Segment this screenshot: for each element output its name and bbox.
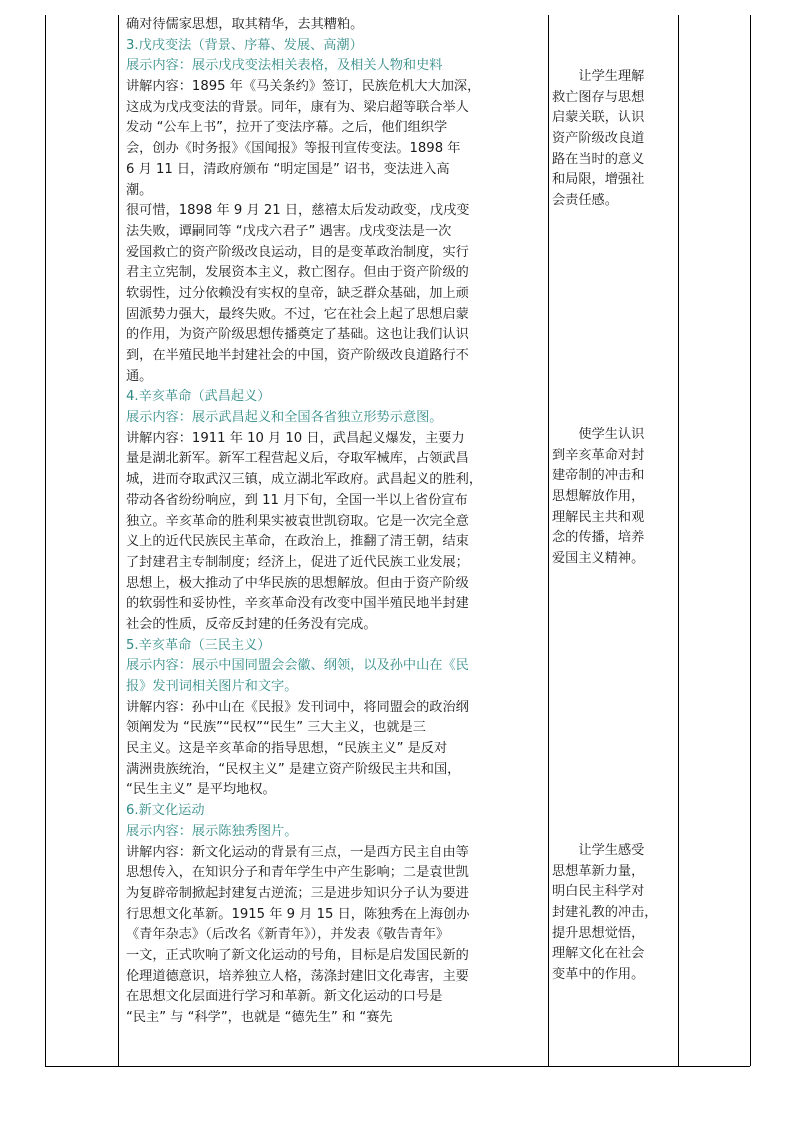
design-intent-1911-revolution	[552, 425, 672, 570]
body-text-line: 的作用，为资产阶级思想传播奠定了基础。这也让我们认识	[126, 327, 469, 343]
body-text-line: 民主义。这是辛亥革命的指导思想，“民族主义” 是反对	[126, 741, 448, 757]
body-text-line: 社会的性质，反帝反封建的任务没有完成。	[126, 616, 377, 632]
design-intent-new-culture	[552, 841, 672, 986]
design-intent-line: 理解文化在社会	[552, 946, 645, 962]
body-text-line: 的软弱性和妥协性，辛亥革命没有改变中国半殖民地半封建	[126, 596, 469, 612]
body-text-line: 固派势力强大，最终失败。不过，它在社会上起了思想启蒙	[126, 306, 469, 322]
section-heading-line: 6.新文化运动	[126, 803, 205, 819]
body-text-line: 通。	[126, 368, 153, 384]
body-text-line: 独立。辛亥革命的胜利果实被袁世凯窃取。它是一次完全意	[126, 513, 469, 529]
body-text-line: 爱国救亡的资产阶级改良运动，目的是变革政治制度，实行	[126, 244, 469, 260]
body-text-line: 潮。	[126, 182, 153, 198]
body-text-line: “民生主义” 是平均地权。	[126, 782, 276, 798]
design-intent-line: 路在当时的意义	[552, 151, 645, 167]
body-text-line: “民主” 与 “科学”，也就是 “德先生” 和 “赛先	[126, 1010, 393, 1025]
body-text-line: 义上的近代民族民主革命，在政治上，推翻了清王朝，结束	[126, 534, 469, 550]
body-text-line: 这成为戊戌变法的背景。同年，康有为、梁启超等联合举人	[126, 99, 469, 115]
body-text-line: 讲解内容：新文化运动的背景有三点，一是西方民主自由等	[126, 844, 469, 860]
body-text-line: 君主立宪制，发展资本主义，救亡图存。但由于资产阶级的	[126, 265, 469, 281]
body-text-line: 讲解内容：1911 年 10 月 10 日，武昌起义爆发，主要力	[126, 430, 465, 446]
section-heading-line: 报》发刊词相关图片和文字。	[126, 679, 298, 694]
body-text-line: 在思想文化层面进行学习和革新。新文化运动的口号是	[126, 989, 443, 1005]
body-text-line: 带动各省纷纷响应，到 11 月下旬，全国一半以上省份宣布	[126, 492, 468, 508]
body-text-line: 一文，正式吹响了新文化运动的号角，目标是启发国民新的	[126, 947, 469, 963]
design-intent-line: 和局限，增强社	[552, 172, 645, 188]
design-intent-restoration-reform	[552, 67, 672, 212]
section-heading-line: 5.辛亥革命（三民主义）	[126, 637, 271, 653]
body-text-line: 软弱性，过分依赖没有实权的皇帝，缺乏群众基础，加上顽	[126, 285, 469, 301]
body-text-line: 会，创办《时务报》《国闻报》等报刊宣传变法。1898 年	[126, 141, 461, 157]
body-text-line: 了封建君主专制制度；经济上，促进了近代民族工业发展；	[126, 554, 469, 570]
body-text-line: 伦理道德意识，培养独立人格，荡涤封建旧文化毒害，主要	[126, 968, 469, 984]
body-text-line: 《青年杂志》（后改名《新青年》），并发表《敬告青年》	[126, 927, 450, 943]
body-text-line: 确对待儒家思想，取其精华，去其糟粕。	[126, 17, 364, 32]
body-text-line: 讲解内容：孙中山在《民报》发刊词中，将同盟会的政治纲	[126, 699, 469, 715]
design-intent-line: 资产阶级改良道	[552, 131, 645, 147]
body-text-line: 行思想文化革新。1915 年 9 月 15 日，陈独秀在上海创办	[126, 906, 470, 922]
body-text-line: 思想上，极大推动了中华民族的思想解放。但由于资产阶级	[126, 575, 469, 591]
section-heading-line: 展示内容：展示中国同盟会会徽、纲领，以及孙中山在《民	[126, 658, 469, 674]
body-text-line: 领阐发为 “民族”“民权”“民生” 三大主义，也就是三	[126, 720, 426, 736]
section-heading-line: 3.戊戌变法（背景、序幕、发展、高潮）	[126, 37, 363, 53]
section-heading-line: 展示内容：展示陈独秀图片。	[126, 823, 298, 839]
body-text-line: 到，在半殖民地半封建社会的中国，资产阶级改良道路行不	[126, 348, 469, 363]
section-heading-line: 展示内容：展示戊戌变法相关表格，及相关人物和史料	[126, 58, 443, 74]
design-intent-line: 变革中的作用。	[552, 967, 645, 983]
design-intent-line: 让学生理解	[578, 69, 645, 84]
design-intent-line: 封建礼教的冲击，	[552, 905, 658, 921]
design-intent-line: 提升思想觉悟，	[552, 925, 645, 941]
body-text-line: 为复辟帝制掀起封建复古逆流；三是进步知识分子认为要进	[126, 885, 469, 901]
design-intent-line: 思想革新力量，	[552, 863, 645, 879]
body-text-line: 发动 “公车上书”，拉开了变法序幕。之后，他们组织学	[126, 120, 448, 136]
design-intent-line: 念的传播，培养	[552, 530, 645, 546]
design-intent-line: 会责任感。	[552, 193, 618, 209]
teaching-content-column	[126, 15, 544, 1029]
body-text-line: 思想传入，在知识分子和青年学生中产生影响；二是袁世凯	[126, 865, 469, 881]
body-text-line: 法失败，谭嗣同等 “戊戌六君子” 遇害。戊戌变法是一次	[126, 223, 452, 239]
section-heading-line: 展示内容：展示武昌起义和全国各省独立形势示意图。	[126, 410, 443, 426]
section-heading-line: 4.辛亥革命（武昌起义）	[126, 389, 271, 405]
body-text-line: 6 月 11 日，清政府颁布 “明定国是” 诏书，变法进入高	[126, 161, 450, 177]
body-text-line: 城，进而夺取武汉三镇，成立湖北军政府。武昌起义的胜利，	[126, 472, 483, 488]
column-divider	[548, 15, 549, 1066]
design-intent-line: 爱国主义精神。	[552, 551, 645, 567]
column-divider	[678, 15, 679, 1066]
body-text-line: 讲解内容：1895 年《马关条约》签订，民族危机大大加深，	[126, 79, 481, 95]
design-intent-line: 使学生认识	[578, 427, 645, 442]
design-intent-line: 启蒙关联，认识	[552, 110, 645, 126]
design-intent-line: 思想解放作用，	[552, 489, 645, 505]
body-text-line: 很可惜，1898 年 9 月 21 日，慈禧太后发动政变，戊戌变	[126, 203, 470, 219]
column-divider	[118, 15, 119, 1066]
body-text-line: 满洲贵族统治，“民权主义” 是建立资产阶级民主共和国，	[126, 761, 461, 777]
design-intent-line: 明白民主科学对	[552, 884, 645, 900]
column-divider	[750, 15, 751, 1066]
design-intent-line: 建帝制的冲击和	[552, 468, 645, 484]
design-intent-line: 让学生感受	[578, 843, 645, 858]
design-intent-line: 救亡图存与思想	[552, 89, 645, 105]
design-intent-line: 理解民主共和观	[552, 509, 645, 525]
body-text-line: 量是湖北新军。新军工程营起义后，夺取军械库，占领武昌	[126, 451, 469, 467]
design-intent-line: 到辛亥革命对封	[552, 447, 645, 463]
